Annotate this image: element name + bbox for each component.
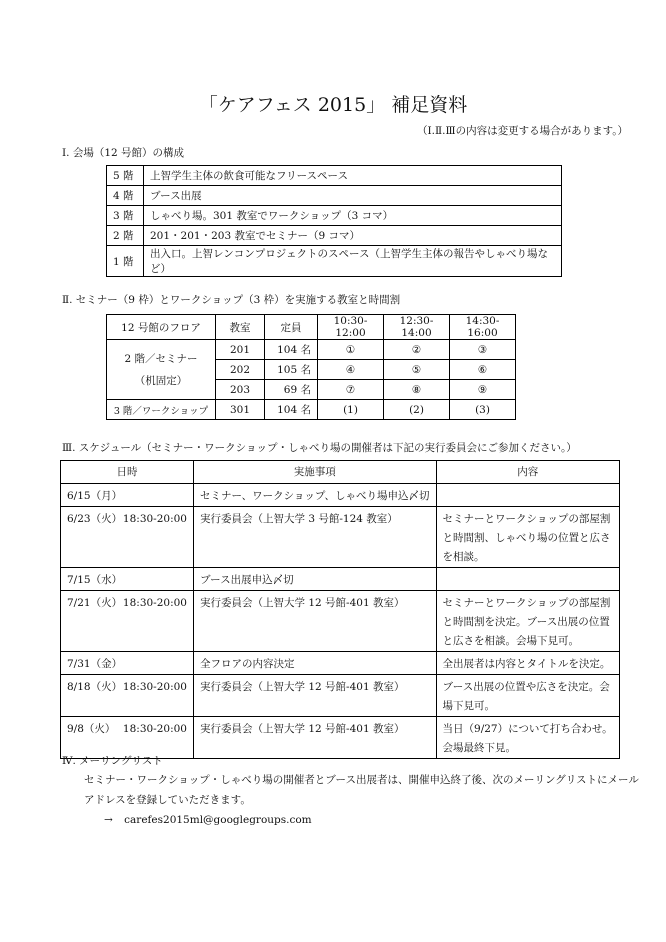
section1-heading: Ⅰ. 会場（12 号館）の構成 <box>62 147 185 159</box>
item-cell: セミナー、ワークショップ、しゃべり場申込〆切 <box>194 484 437 507</box>
table-row <box>61 568 620 591</box>
date-cell <box>61 591 194 652</box>
room-cell: 203 <box>216 380 265 400</box>
content-cell <box>436 484 619 507</box>
venue-table <box>106 165 562 277</box>
capacity-cell: 104 名 <box>265 400 318 420</box>
date-text: 8/18（火） <box>67 681 123 693</box>
col-header: 実施事項 <box>194 461 437 484</box>
table-row <box>61 675 620 717</box>
mailing-list-line: セミナー・ワークショップ・しゃべり場の開催者とブース出展者は、開催申込終了後、次のメーリングリストにメール <box>84 774 639 786</box>
floor-seminar-sublabel: （机固定） <box>134 374 188 387</box>
table-row <box>107 186 562 206</box>
floor-cell: 5 階 <box>107 166 144 186</box>
date-cell <box>61 507 194 568</box>
item-cell: 実行委員会（上智大学 12 号館-401 教室） <box>194 675 437 717</box>
slot-cell: ⑨ <box>450 380 516 400</box>
date-text: 7/15（水） <box>67 574 123 586</box>
date-cell <box>61 484 194 507</box>
floor-workshop-cell: 3 階／ワークショップ <box>107 400 216 420</box>
slot-cell: ⑦ <box>318 380 384 400</box>
slot-cell: ⑥ <box>450 360 516 380</box>
floor-desc-cell: 出入口。上智レンコンプロジェクトのスペース（上智学生主体の報告やしゃべり場など） <box>144 246 562 277</box>
floor-desc-cell: 上智学生主体の飲食可能なフリースペース <box>144 166 562 186</box>
item-cell: 実行委員会（上智大学 3 号館-124 教室） <box>194 507 437 568</box>
col-header: 日時 <box>61 461 194 484</box>
col-header: 12:30-14:00 <box>384 315 450 340</box>
table-row <box>61 591 620 652</box>
slot-cell: (2) <box>384 400 450 420</box>
schedule-table <box>60 460 620 759</box>
content-cell: ブース出展の位置や広さを決定。会場下見可。 <box>436 675 619 717</box>
table-row <box>61 507 620 568</box>
date-cell <box>61 652 194 675</box>
arrow-icon: → <box>104 814 113 826</box>
table-header-row <box>107 315 516 340</box>
table-row <box>107 340 516 360</box>
table-row <box>107 246 562 277</box>
table-row <box>107 226 562 246</box>
col-header: 14:30-16:00 <box>450 315 516 340</box>
content-cell: 全出展者は内容とタイトルを決定。 <box>436 652 619 675</box>
change-note: （Ⅰ.Ⅱ.Ⅲの内容は変更する場合があります。） <box>417 125 628 137</box>
date-text: 6/15（月） <box>67 490 123 502</box>
slot-cell: (3) <box>450 400 516 420</box>
slot-cell: ⑤ <box>384 360 450 380</box>
slot-cell: ④ <box>318 360 384 380</box>
email-address[interactable]: carefes2015ml@googlegroups.com <box>124 814 312 826</box>
mailing-list-line: アドレスを登録していただきます。 <box>84 794 251 806</box>
slot-cell: ③ <box>450 340 516 360</box>
room-cell: 202 <box>216 360 265 380</box>
section3-heading: Ⅲ. スケジュール（セミナー・ワークショップ・しゃべり場の開催者は下記の実行委員会にご参加ください。） <box>62 442 577 454</box>
floor-cell: 1 階 <box>107 246 144 277</box>
time-text: 18:30-20:00 <box>122 513 187 525</box>
table-header-row <box>61 461 620 484</box>
mailing-list-text <box>84 770 644 810</box>
slot-cell: ② <box>384 340 450 360</box>
slot-cell: (1) <box>318 400 384 420</box>
capacity-cell: 104 名 <box>265 340 318 360</box>
date-text: 7/31（金） <box>67 658 123 670</box>
content-cell: セミナーとワークショップの部屋割と時間割を決定。ブース出展の位置と広さを相談。会場下見可。 <box>436 591 619 652</box>
col-header: 定員 <box>265 315 318 340</box>
slot-cell: ① <box>318 340 384 360</box>
slot-cell: ⑧ <box>384 380 450 400</box>
table-row <box>107 206 562 226</box>
floor-cell: 4 階 <box>107 186 144 206</box>
date-text: 9/8（火） <box>67 723 116 735</box>
table-row <box>107 400 516 420</box>
time-text: 18:30-20:00 <box>122 723 187 735</box>
content-cell <box>436 568 619 591</box>
floor-desc-cell: しゃべり場。301 教室でワークショップ（3 コマ） <box>144 206 562 226</box>
table-row <box>61 484 620 507</box>
time-text: 18:30-20:00 <box>122 681 187 693</box>
section4-heading: Ⅳ. メーリングリスト <box>62 755 163 767</box>
item-cell: 実行委員会（上智大学 12 号館-401 教室） <box>194 717 437 759</box>
floor-desc-cell: 201・201・203 教室でセミナー（9 コマ） <box>144 226 562 246</box>
date-cell <box>61 568 194 591</box>
col-header: 10:30-12:00 <box>318 315 384 340</box>
col-header: 教室 <box>216 315 265 340</box>
content-cell: セミナーとワークショップの部屋割と時間割、しゃべり場の位置と広さを相談。 <box>436 507 619 568</box>
section2-heading: Ⅱ. セミナー（9 枠）とワークショップ（3 枠）を実施する教室と時間割 <box>62 294 401 306</box>
room-cell: 301 <box>216 400 265 420</box>
page-title: 「ケアフェス 2015」 補足資料 <box>198 94 468 116</box>
floor-seminar-cell <box>107 340 216 400</box>
floor-seminar-label: 2 階／セミナー <box>124 352 198 365</box>
table-row <box>61 652 620 675</box>
floor-cell: 2 階 <box>107 226 144 246</box>
floor-desc-cell: ブース出展 <box>144 186 562 206</box>
item-cell: ブース出展申込〆切 <box>194 568 437 591</box>
date-text: 7/21（火） <box>67 597 123 609</box>
content-cell: 当日（9/27）について打ち合わせ。会場最終下見。 <box>436 717 619 759</box>
email-line <box>104 810 312 830</box>
col-header: 12 号館のフロア <box>107 315 216 340</box>
floor-cell: 3 階 <box>107 206 144 226</box>
room-cell: 201 <box>216 340 265 360</box>
col-header: 内容 <box>436 461 619 484</box>
table-row <box>107 166 562 186</box>
item-cell: 実行委員会（上智大学 12 号館-401 教室） <box>194 591 437 652</box>
date-text: 6/23（火） <box>67 513 123 525</box>
time-text: 18:30-20:00 <box>122 597 187 609</box>
capacity-cell: 69 名 <box>265 380 318 400</box>
capacity-cell: 105 名 <box>265 360 318 380</box>
timetable <box>106 314 516 420</box>
item-cell: 全フロアの内容決定 <box>194 652 437 675</box>
date-cell <box>61 675 194 717</box>
